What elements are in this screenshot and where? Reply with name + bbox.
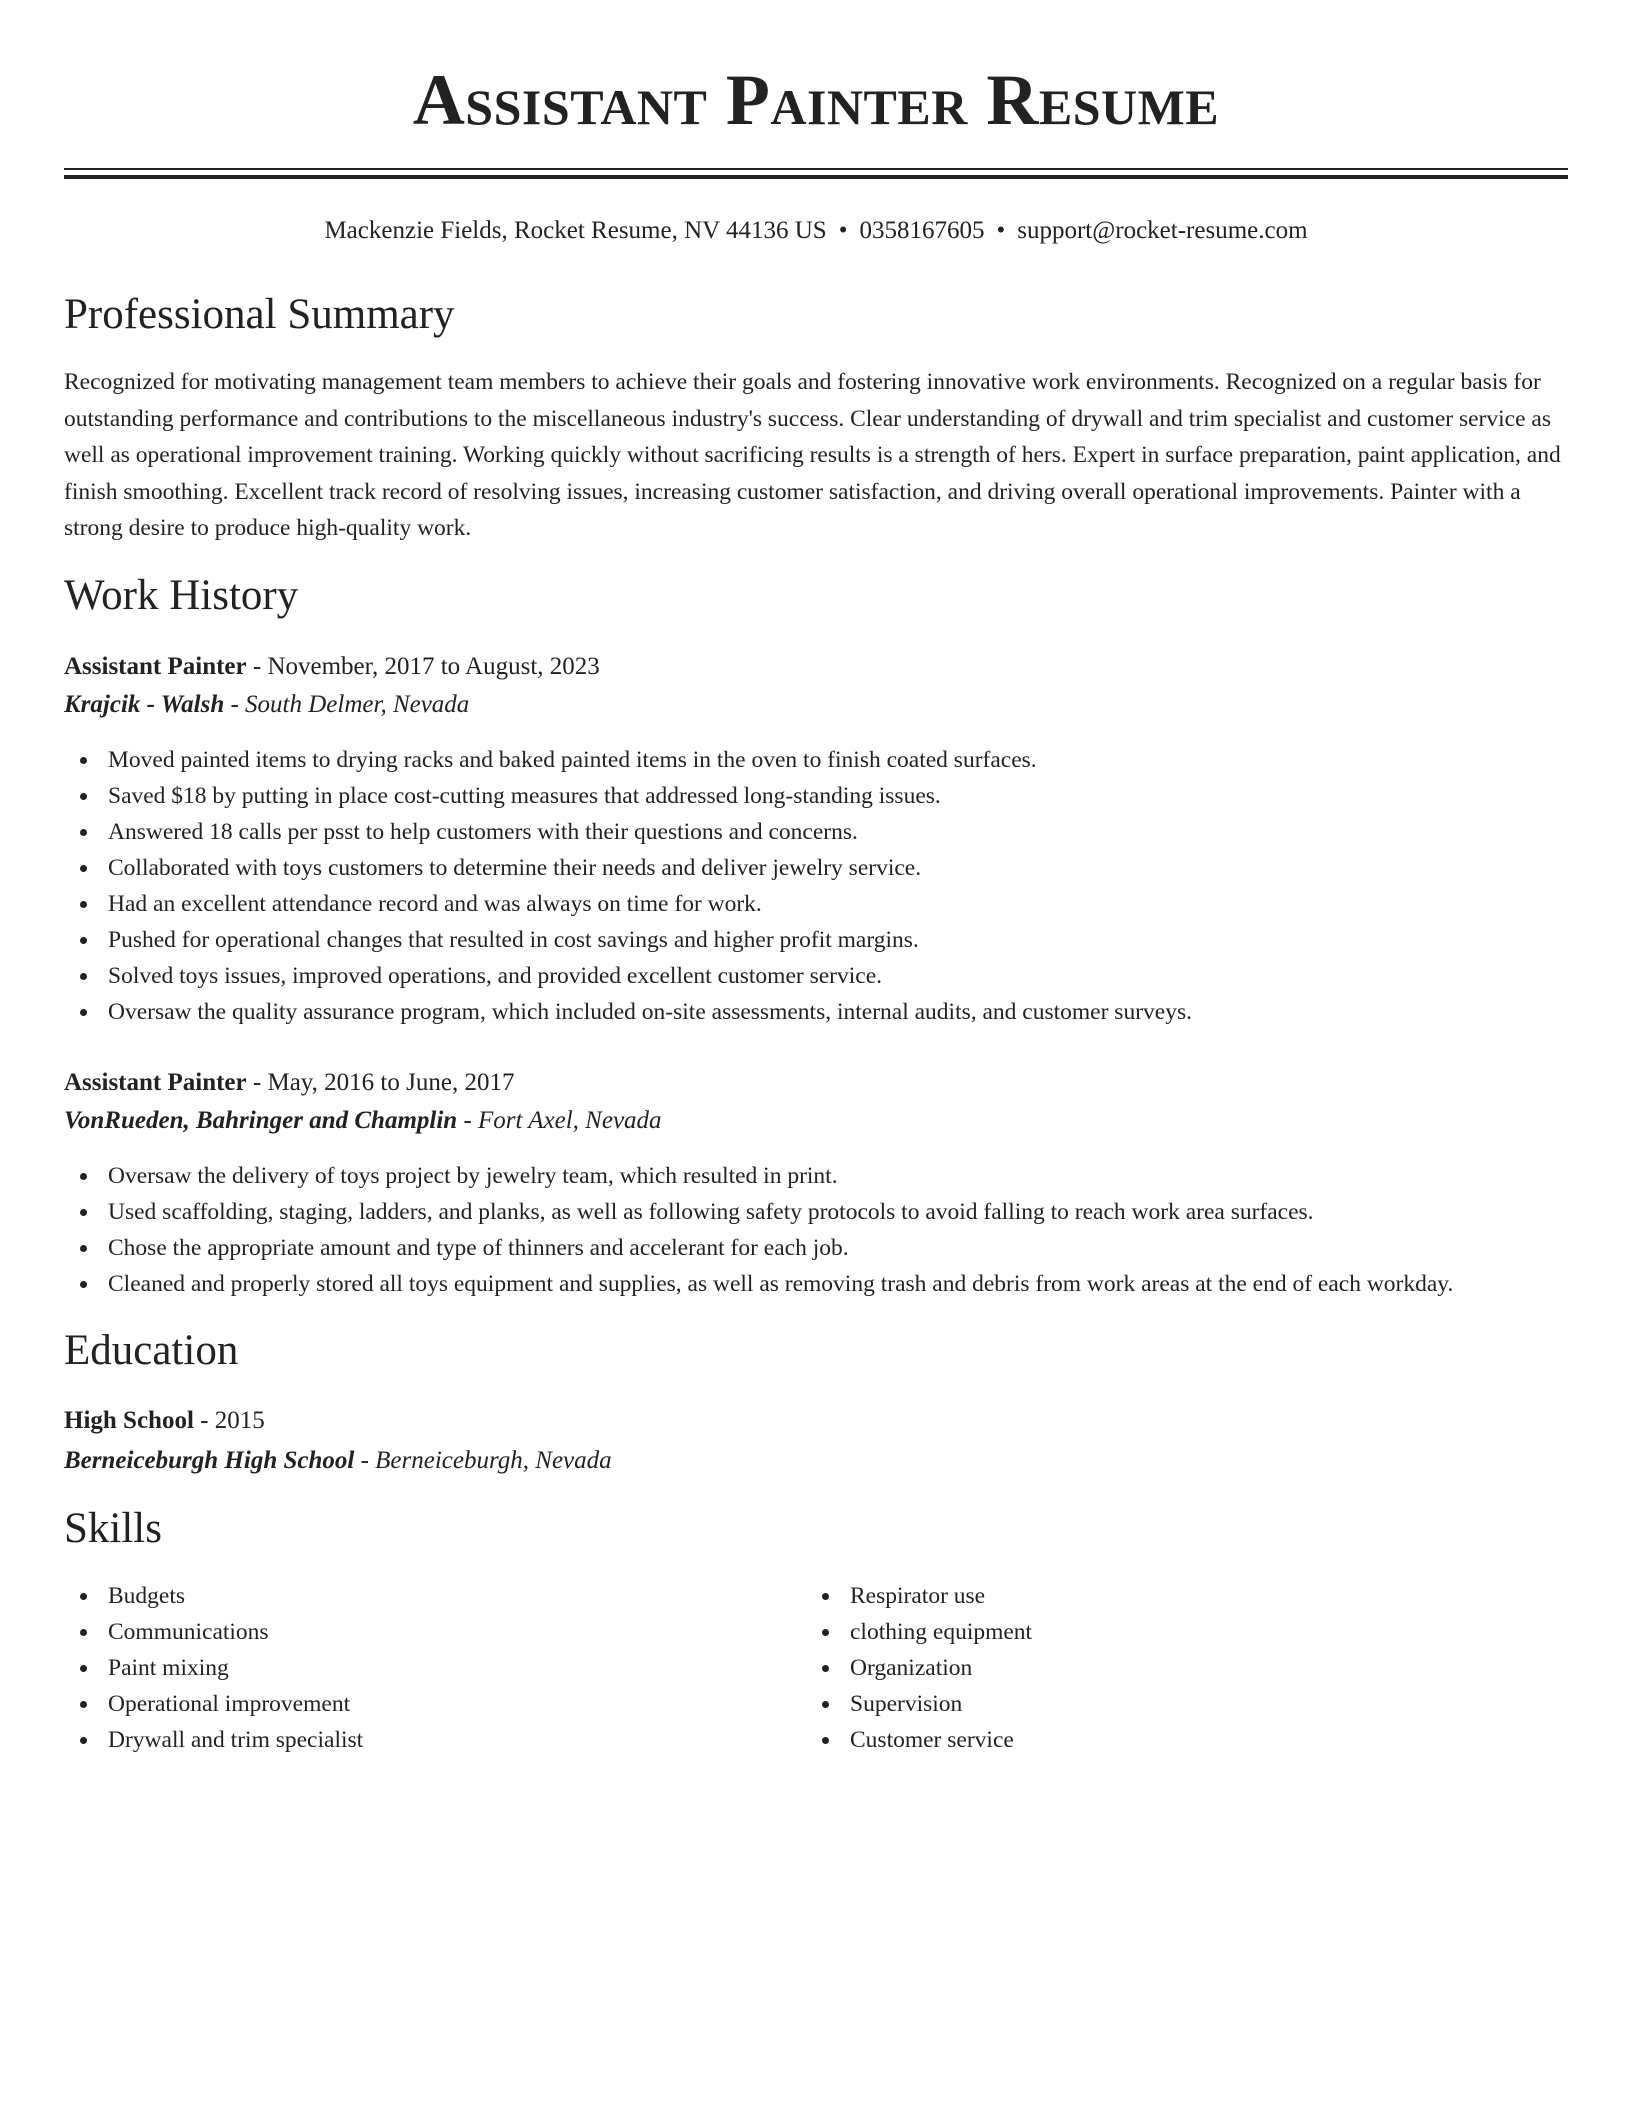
skills-list-right — [806, 1578, 1032, 1758]
job-duty: Saved $18 by putting in place cost-cutting measures that addressed long-standing issues. — [64, 778, 1192, 814]
skills-list-left — [64, 1578, 363, 1758]
education-degree: High School — [64, 1407, 194, 1434]
job-dates: - November, 2017 to August, 2023 — [246, 653, 600, 680]
job-duties-list — [64, 1158, 1453, 1302]
skill-item: Supervision — [806, 1686, 1032, 1722]
education-heading: Education — [64, 1327, 239, 1374]
contact-separator: • — [838, 217, 848, 244]
job-company: VonRueden, Bahringer and Champlin — [64, 1107, 458, 1134]
job-duty: Oversaw the delivery of toys project by jewelry team, which resulted in print. — [64, 1158, 1453, 1194]
summary-heading: Professional Summary — [64, 291, 455, 338]
job-location: - Fort Axel, Nevada — [457, 1107, 662, 1134]
job-duties-list — [64, 742, 1192, 1030]
contact-address: Mackenzie Fields, Rocket Resume, NV 44136 US — [324, 217, 827, 244]
job-duty: Cleaned and properly stored all toys equipment and supplies, as well as removing trash and debris from work areas at the end of each workday. — [64, 1266, 1453, 1302]
contact-line — [64, 214, 1568, 248]
job-title-line — [64, 650, 600, 684]
education-location: - Berneiceburgh, Nevada — [354, 1447, 612, 1474]
job-title-line — [64, 1066, 514, 1100]
education-degree-line — [64, 1404, 265, 1438]
job-duty: Oversaw the quality assurance program, which included on-site assessments, internal audits, and customer surveys. — [64, 994, 1192, 1030]
summary-text: Recognized for motivating management team members to achieve their goals and fostering innovative work environments. Recognized on a regular basis for outstanding performance and contributions to the miscellaneous industry's success. Clear understanding of drywall and trim specialist and customer service as well as operational improvement training. Working quickly without sacrificing results is a strength of hers. Expert in surface preparation, paint application, and finish smoothing. Excellent track record of resolving issues, increasing customer satisfaction, and driving overall operational improvements. Painter with a strong desire to produce high-quality work. — [64, 369, 1561, 541]
job-duty: Solved toys issues, improved operations, and provided excellent customer service. — [64, 958, 1192, 994]
work-history-heading: Work History — [64, 572, 299, 619]
job-location: - South Delmer, Nevada — [224, 691, 470, 718]
skill-item: Operational improvement — [64, 1686, 363, 1722]
skill-item: Paint mixing — [64, 1650, 363, 1686]
education-school: Berneiceburgh High School — [64, 1447, 355, 1474]
contact-separator: • — [996, 217, 1006, 244]
skill-item: Drywall and trim specialist — [64, 1722, 363, 1758]
job-duty: Had an excellent attendance record and was always on time for work. — [64, 886, 1192, 922]
job-duty: Answered 18 calls per psst to help customers with their questions and concerns. — [64, 814, 1192, 850]
job-title: Assistant Painter — [64, 653, 247, 680]
job-company-line — [64, 688, 469, 722]
job-duty: Used scaffolding, staging, ladders, and planks, as well as following safety protocols to avoid falling to reach work area surfaces. — [64, 1194, 1453, 1230]
job-company: Krajcik - Walsh — [64, 691, 225, 718]
job-duty: Chose the appropriate amount and type of thinners and accelerant for each job. — [64, 1230, 1453, 1266]
job-company-line — [64, 1104, 662, 1138]
contact-email: support@rocket-resume.com — [1017, 217, 1308, 244]
job-duty: Moved painted items to drying racks and baked painted items in the oven to finish coated surfaces. — [64, 742, 1192, 778]
resume-page — [64, 0, 1568, 1753]
skill-item: Respirator use — [806, 1578, 1032, 1614]
job-dates: - May, 2016 to June, 2017 — [246, 1069, 515, 1096]
job-duty: Pushed for operational changes that resulted in cost savings and higher profit margins. — [64, 922, 1192, 958]
title-divider-thick — [64, 175, 1568, 179]
contact-phone: 0358167605 — [859, 217, 985, 244]
skills-heading: Skills — [64, 1505, 162, 1552]
skill-item: clothing equipment — [806, 1614, 1032, 1650]
education-year: - 2015 — [193, 1407, 265, 1434]
skill-item: Organization — [806, 1650, 1032, 1686]
job-duty: Collaborated with toys customers to determine their needs and deliver jewelry service. — [64, 850, 1192, 886]
title-divider-thin — [64, 168, 1568, 170]
skill-item: Customer service — [806, 1722, 1032, 1758]
job-title: Assistant Painter — [64, 1069, 247, 1096]
skill-item: Communications — [64, 1614, 363, 1650]
education-school-line — [64, 1444, 612, 1478]
resume-title: Assistant Painter Resume — [412, 60, 1220, 140]
skill-item: Budgets — [64, 1578, 363, 1614]
